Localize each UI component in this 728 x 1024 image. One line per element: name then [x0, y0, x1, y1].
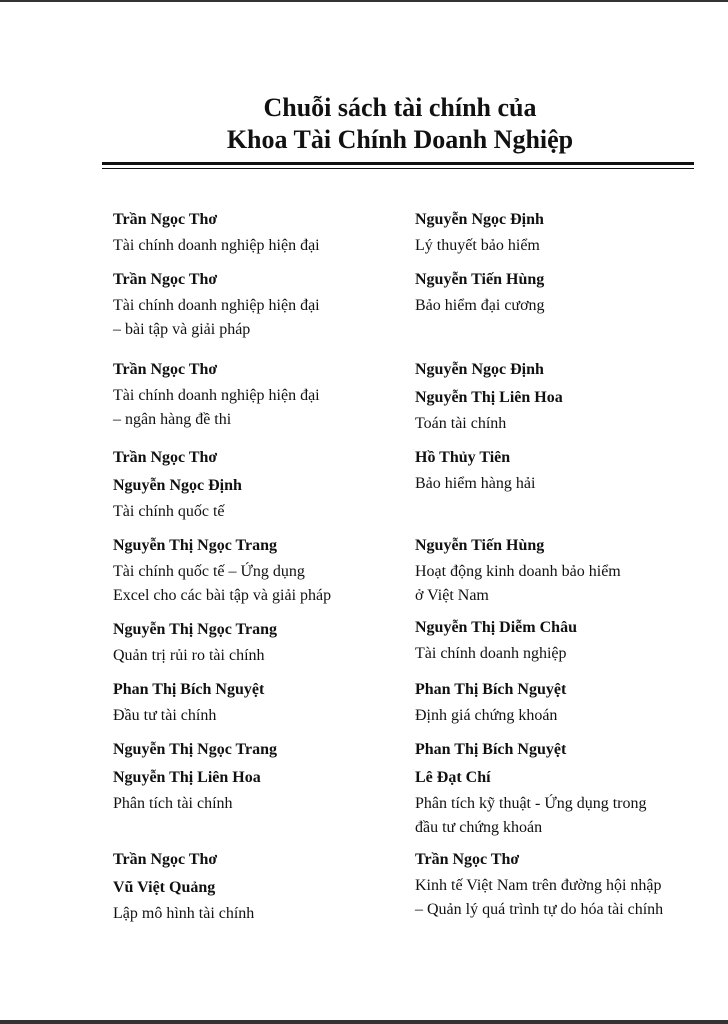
book-entry — [113, 532, 423, 608]
book-entry — [113, 206, 423, 258]
book-title-line: Phân tích kỹ thuật - Ứng dụng trong — [415, 795, 647, 812]
book-entry — [415, 846, 725, 922]
book-title-line: Tài chính doanh nghiệp hiện đại — [113, 237, 320, 254]
book-title-line: Phân tích tài chính — [113, 795, 233, 812]
author-name: Nguyễn Ngọc Định — [415, 211, 544, 228]
book-title-line: Quản trị rủi ro tài chính — [113, 647, 265, 664]
book-title-line: đầu tư chứng khoán — [415, 819, 543, 836]
book-entry — [415, 614, 725, 666]
book-title-line: Hoạt động kinh doanh bảo hiểm — [415, 563, 621, 580]
author-name: Lê Đạt Chí — [415, 769, 491, 786]
author-name: Nguyễn Thị Liên Hoa — [415, 389, 563, 406]
book-entry — [113, 736, 423, 816]
book-title-line: Đầu tư tài chính — [113, 707, 217, 724]
page-title-line-1: Chuỗi sách tài chính của — [263, 93, 537, 122]
book-entry — [415, 206, 725, 258]
book-title-line: Lập mô hình tài chính — [113, 905, 255, 922]
book-title-line: – ngân hàng đề thi — [113, 411, 232, 428]
book-title-line: Tài chính doanh nghiệp hiện đại — [113, 297, 320, 314]
scan-bottom-edge — [0, 1020, 728, 1024]
book-title-line: Excel cho các bài tập và giải pháp — [113, 587, 332, 604]
author-name: Phan Thị Bích Nguyệt — [415, 741, 567, 758]
book-entry — [415, 736, 725, 840]
book-entry — [113, 616, 423, 668]
author-name: Nguyễn Tiến Hùng — [415, 537, 545, 554]
author-name: Phan Thị Bích Nguyệt — [415, 681, 567, 698]
title-rule-thick — [102, 162, 694, 165]
book-entry — [113, 356, 423, 432]
book-entry — [415, 676, 725, 728]
book-title-line: – bài tập và giải pháp — [113, 321, 251, 338]
author-name: Vũ Việt Quảng — [113, 879, 216, 896]
book-title-line: Định giá chứng khoán — [415, 707, 558, 724]
book-title-line: Kinh tế Việt Nam trên đường hội nhập — [415, 877, 662, 894]
author-name: Nguyễn Tiến Hùng — [415, 271, 545, 288]
title-rule-thin — [102, 168, 694, 169]
book-title-line: Tài chính doanh nghiệp hiện đại — [113, 387, 320, 404]
page-title-line-2: Khoa Tài Chính Doanh Nghiệp — [226, 125, 574, 154]
book-title-line: Lý thuyết bảo hiểm — [415, 237, 540, 254]
author-name: Nguyễn Ngọc Định — [415, 361, 544, 378]
author-name: Nguyễn Thị Ngọc Trang — [113, 621, 278, 638]
book-entry — [113, 444, 423, 524]
author-name: Nguyễn Thị Ngọc Trang — [113, 537, 278, 554]
author-name: Hồ Thủy Tiên — [415, 449, 511, 466]
book-entry — [415, 444, 725, 496]
author-name: Nguyễn Thị Liên Hoa — [113, 769, 261, 786]
book-title-line: – Quản lý quá trình tự do hóa tài chính — [415, 901, 664, 918]
book-title-line: Bảo hiểm đại cương — [415, 297, 545, 314]
book-entry — [113, 266, 423, 342]
author-name: Trần Ngọc Thơ — [113, 271, 218, 288]
author-name: Trần Ngọc Thơ — [415, 851, 520, 868]
book-title-line: ở Việt Nam — [415, 587, 489, 604]
scan-top-edge — [0, 0, 728, 2]
author-name: Trần Ngọc Thơ — [113, 851, 218, 868]
author-name: Trần Ngọc Thơ — [113, 211, 218, 228]
author-name: Nguyễn Thị Ngọc Trang — [113, 741, 278, 758]
author-name: Nguyễn Ngọc Định — [113, 477, 242, 494]
author-name: Phan Thị Bích Nguyệt — [113, 681, 265, 698]
book-entry — [113, 676, 423, 728]
book-title-line: Tài chính quốc tế – Ứng dụng — [113, 563, 305, 580]
author-name: Trần Ngọc Thơ — [113, 449, 218, 466]
book-title-line: Toán tài chính — [415, 415, 507, 432]
book-title-line: Tài chính quốc tế — [113, 503, 225, 520]
book-entry — [415, 356, 725, 436]
book-entry — [415, 266, 725, 318]
book-entry — [113, 846, 423, 926]
author-name: Nguyễn Thị Diễm Châu — [415, 619, 577, 636]
author-name: Trần Ngọc Thơ — [113, 361, 218, 378]
book-title-line: Tài chính doanh nghiệp — [415, 645, 567, 662]
book-entry — [415, 532, 725, 608]
book-title-line: Bảo hiểm hàng hải — [415, 475, 536, 492]
